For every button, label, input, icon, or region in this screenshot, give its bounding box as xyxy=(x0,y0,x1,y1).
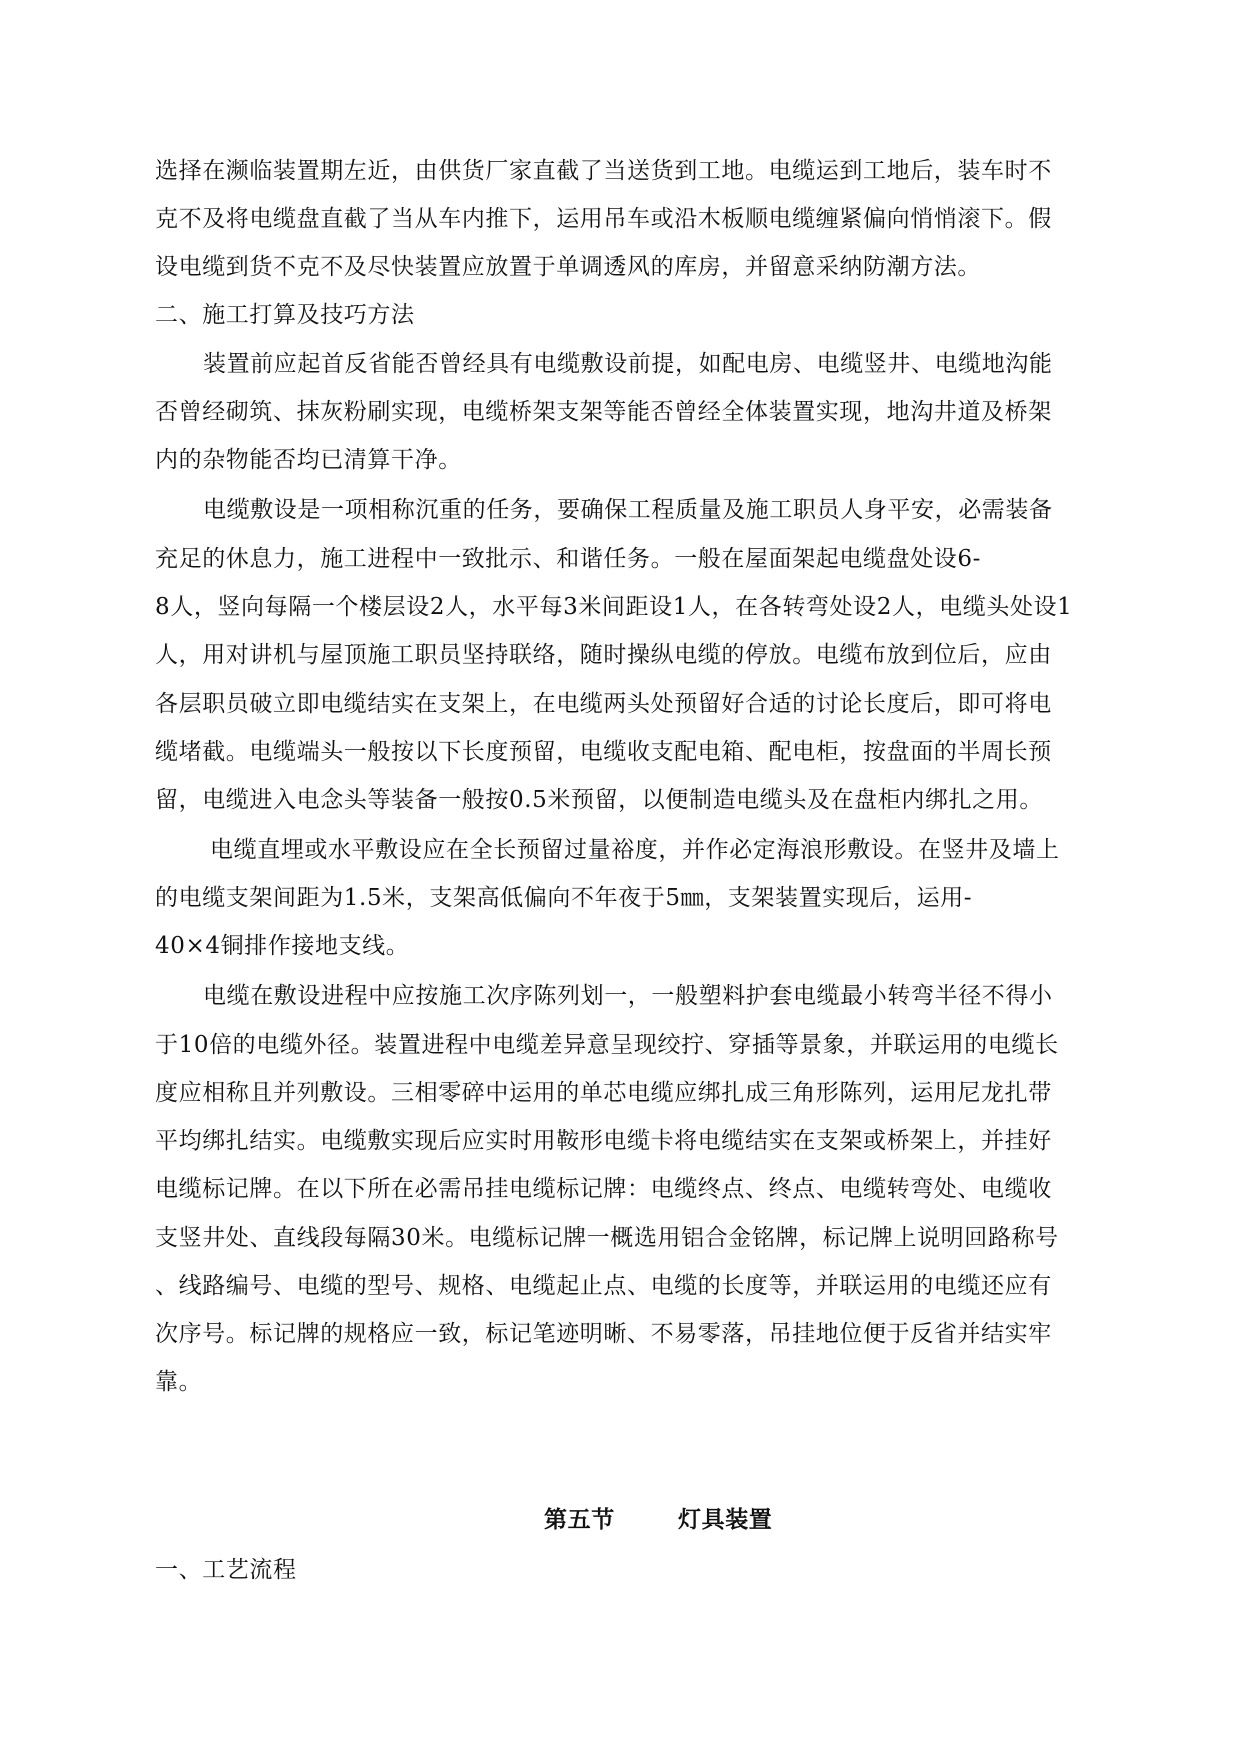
paragraph-line: 留，电缆进入电念头等装备一般按0.5米预留，以便制造电缆头及在盘柜内绑扎之用。 xyxy=(155,787,1043,813)
paragraph-line: 靠。 xyxy=(155,1369,203,1395)
paragraph-line: 选择在濒临装置期左近，由供货厂家直截了当送货到工地。电缆运到工地后，装车时不 xyxy=(155,158,1052,184)
paragraph-line: 40×4铜排作接地支线。 xyxy=(155,933,410,959)
paragraph-line: 度应相称且并列敷设。三相零碎中运用的单芯电缆应绑扎成三角形陈列，运用尼龙扎带 xyxy=(155,1080,1052,1106)
paragraph-line: 内的杂物能否均已清算干净。 xyxy=(155,447,462,473)
section-heading: 二、施工打算及技巧方法 xyxy=(155,302,415,328)
paragraph-line: 于10倍的电缆外径。装置进程中电缆差异意呈现绞拧、穿插等景象，并联运用的电缆长 xyxy=(155,1032,1059,1058)
paragraph-line: 设电缆到货不克不及尽快装置应放置于单调透风的库房，并留意采纳防潮方法。 xyxy=(155,254,981,280)
paragraph-line: 电缆敷设是一项相称沉重的任务，要确保工程质量及施工职员人身平安，必需装备 xyxy=(203,497,1053,523)
paragraph-line: 装置前应起首反省能否曾经具有电缆敷设前提，如配电房、电缆竖井、电缆地沟能 xyxy=(203,351,1053,377)
subheading: 一、工艺流程 xyxy=(155,1557,297,1583)
paragraph-line: 电缆在敷设进程中应按施工次序陈列划一，一般塑料护套电缆最小转弯半径不得小 xyxy=(203,983,1053,1009)
paragraph-line: 缆堵截。电缆端头一般按以下长度预留，电缆收支配电箱、配电柜，按盘面的半周长预 xyxy=(155,739,1052,765)
paragraph-line: 平均绑扎结实。电缆敷实现后应实时用鞍形电缆卡将电缆结实在支架或桥架上，并挂好 xyxy=(155,1128,1052,1154)
section-title-text: 灯具装置 xyxy=(678,1507,773,1533)
paragraph-line: 各层职员破立即电缆结实在支架上，在电缆两头处预留好合适的讨论长度后，即可将电 xyxy=(155,691,1052,717)
paragraph-line: 、线路编号、电缆的型号、规格、电缆起止点、电缆的长度等，并联运用的电缆还应有 xyxy=(155,1273,1052,1299)
paragraph-line: 次序号。标记牌的规格应一致，标记笔迹明晰、不易零落，吊挂地位便于反省并结实牢 xyxy=(155,1321,1052,1347)
paragraph-line: 8人，竖向每隔一个楼层设2人，水平每3米间距设1人，在各转弯处设2人，电缆头处设1 xyxy=(155,594,1073,620)
paragraph-line: 否曾经砌筑、抹灰粉刷实现，电缆桥架支架等能否曾经全体装置实现，地沟井道及桥架 xyxy=(155,399,1052,425)
paragraph-line: 人，用对讲机与屋顶施工职员坚持联络，随时操纵电缆的停放。电缆布放到位后，应由 xyxy=(155,642,1052,668)
paragraph-line: 的电缆支架间距为1.5米，支架高低偏向不年夜于5㎜，支架装置实现后，运用- xyxy=(155,885,973,911)
paragraph-line: 充足的休息力，施工进程中一致批示、和谐任务。一般在屋面架起电缆盘处设6- xyxy=(155,546,982,572)
paragraph-line: 克不及将电缆盘直截了当从车内推下，运用吊车或沿木板顺电缆缠紧偏向悄悄滚下。假 xyxy=(155,206,1052,232)
paragraph-line: 电缆直埋或水平敷设应在全长预留过量裕度，并作必定海浪形敷设。在竖井及墙上 xyxy=(210,837,1060,863)
section-title-number: 第五节 xyxy=(544,1507,615,1533)
paragraph-line: 支竖井处、直线段每隔30米。电缆标记牌一概选用铝合金铭牌，标记牌上说明回路称号 xyxy=(155,1225,1059,1251)
paragraph-line: 电缆标记牌。在以下所在必需吊挂电缆标记牌：电缆终点、终点、电缆转弯处、电缆收 xyxy=(155,1176,1052,1202)
